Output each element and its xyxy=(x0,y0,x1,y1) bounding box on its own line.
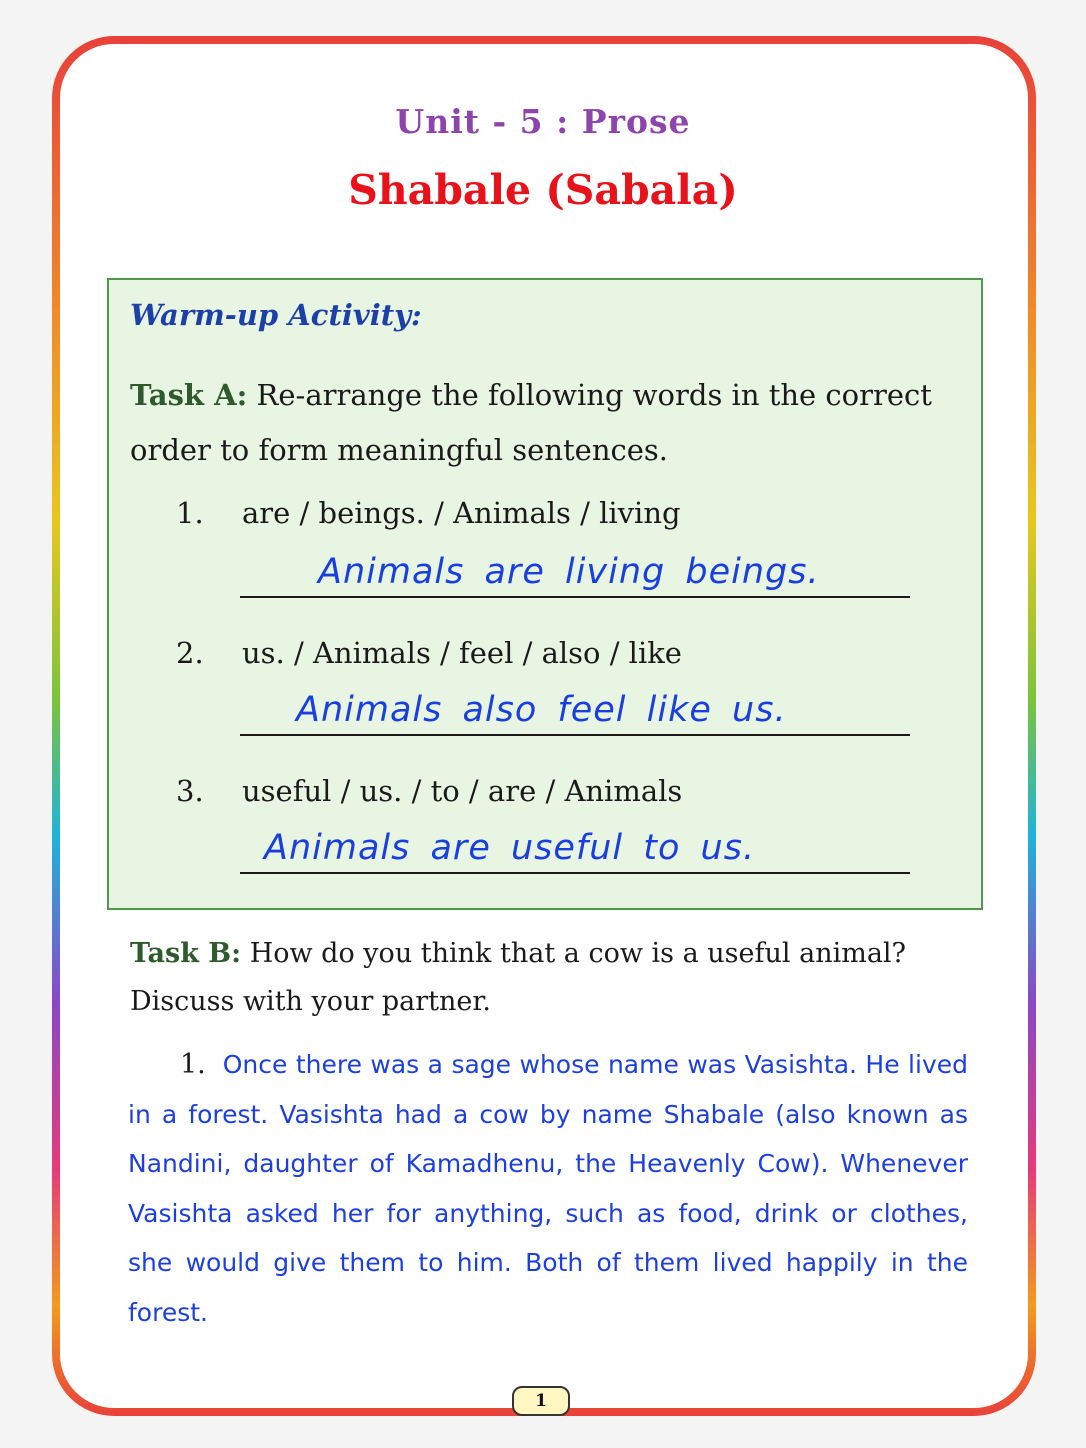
item-words: useful / us. / to / are / Animals xyxy=(242,774,683,808)
item-number: 3. xyxy=(176,774,204,808)
answer-line: Animals are useful to us. xyxy=(240,826,910,874)
task-a-instructions xyxy=(130,368,980,478)
item-words: us. / Animals / feel / also / like xyxy=(242,636,682,670)
story-paragraph xyxy=(128,1040,968,1337)
task-b-text: How do you think that a cow is a useful animal? Discuss with your partner. xyxy=(130,938,907,1017)
task-a-label: Task A: xyxy=(130,378,248,412)
paragraph-text: Once there was a sage whose name was Vasishta. He lived in a forest. Vasishta had a cow by name Shabale (also known as Nandini, daughter of Kamadhenu, the Heavenly Cow). Whenever Vasishta asked her for anything, such as food, drink or clothes, she would give them to him. Both of them lived happily in the forest. xyxy=(128,1050,968,1327)
item-words: are / beings. / Animals / living xyxy=(242,496,681,530)
task-a-text: Re-arrange the following words in the correct order to form meaningful sentences. xyxy=(130,378,932,467)
answer-line: Animals are living beings. xyxy=(240,550,910,598)
paragraph-number: 1. xyxy=(180,1049,206,1080)
task-b xyxy=(130,930,980,1026)
unit-heading: Unit - 5 : Prose xyxy=(395,102,691,141)
answer-line: Animals also feel like us. xyxy=(240,688,910,736)
item-number: 2. xyxy=(176,636,204,670)
warmup-heading: Warm-up Activity: xyxy=(130,298,422,332)
lesson-title: Shabale (Sabala) xyxy=(348,166,738,214)
task-b-label: Task B: xyxy=(130,938,242,969)
item-number: 1. xyxy=(176,496,204,530)
page-number: 1 xyxy=(512,1386,570,1416)
